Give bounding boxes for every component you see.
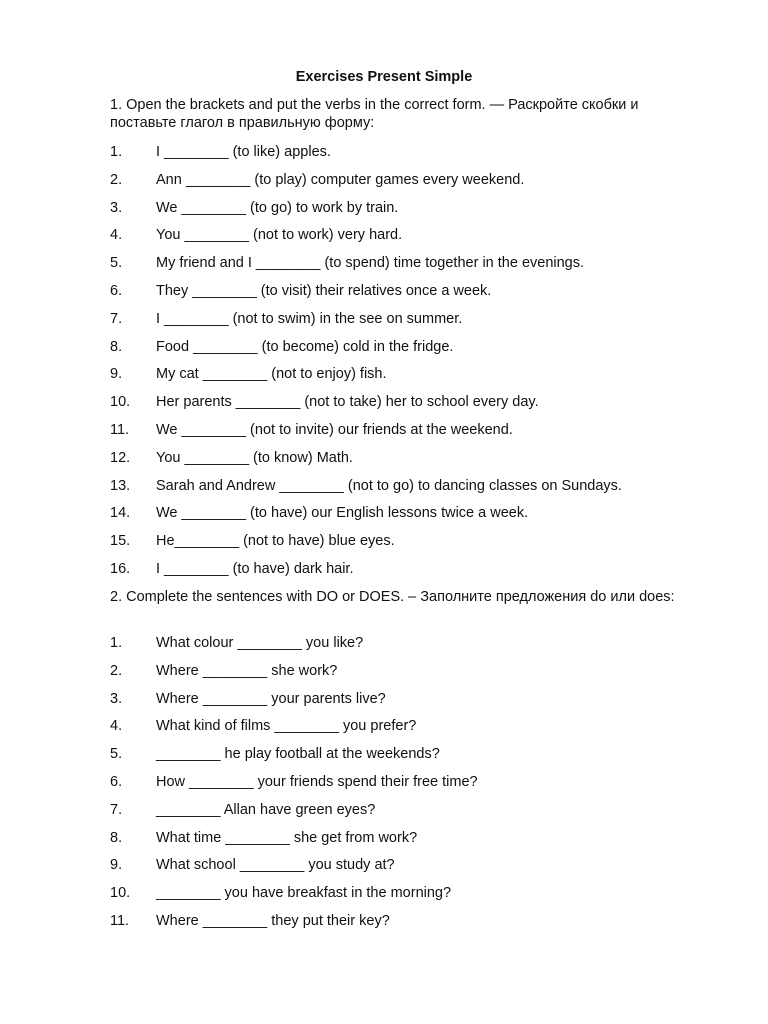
list-item bbox=[110, 226, 710, 254]
list-item bbox=[110, 912, 710, 940]
list-item bbox=[110, 745, 710, 773]
item-sentence: You ________ (to know) Math. bbox=[156, 449, 353, 466]
page-title: Exercises Present Simple bbox=[295, 69, 473, 85]
item-number: 6. bbox=[110, 282, 123, 299]
list-item bbox=[110, 282, 710, 310]
list-item bbox=[110, 884, 710, 912]
item-number: 11. bbox=[110, 421, 130, 438]
list-item bbox=[110, 421, 710, 449]
item-number: 2. bbox=[110, 171, 123, 188]
list-item bbox=[110, 310, 710, 338]
item-number: 10. bbox=[110, 885, 131, 902]
item-sentence: ________ he play football at the weekends? bbox=[156, 746, 440, 763]
list-item bbox=[110, 365, 710, 393]
item-number: 3. bbox=[110, 199, 123, 216]
list-item bbox=[110, 199, 710, 227]
item-number: 13. bbox=[110, 477, 131, 494]
list-item bbox=[110, 662, 710, 690]
item-sentence: ________ you have breakfast in the morning? bbox=[156, 885, 452, 902]
item-sentence: My cat ________ (not to enjoy) fish. bbox=[156, 366, 387, 383]
item-sentence: What school ________ you study at? bbox=[156, 857, 395, 874]
item-number: 7. bbox=[110, 801, 123, 818]
list-item bbox=[110, 338, 710, 366]
list-item bbox=[110, 856, 710, 884]
item-number: 7. bbox=[110, 310, 123, 327]
item-number: 1. bbox=[110, 144, 123, 160]
item-sentence: We ________ (to have) our English lessons twice a week. bbox=[156, 505, 529, 522]
item-number: 12. bbox=[110, 449, 131, 466]
item-sentence: My friend and I ________ (to spend) time together in the evenings. bbox=[156, 255, 585, 272]
item-number: 4. bbox=[110, 227, 123, 244]
item-number: 4. bbox=[110, 718, 123, 735]
item-sentence: Her parents ________ (not to take) her to school every day. bbox=[156, 394, 539, 411]
list-item bbox=[110, 560, 710, 588]
item-sentence: What kind of films ________ you prefer? bbox=[156, 718, 417, 735]
item-sentence: ________ Allan have green eyes? bbox=[156, 801, 376, 818]
list-item bbox=[110, 254, 710, 282]
list-item bbox=[110, 171, 710, 199]
item-number: 9. bbox=[110, 857, 123, 874]
item-number: 11. bbox=[110, 912, 130, 929]
item-sentence: Where ________ they put their key? bbox=[156, 912, 390, 929]
list-item bbox=[110, 801, 710, 829]
item-sentence: Where ________ she work? bbox=[156, 662, 338, 679]
list-item bbox=[110, 717, 710, 745]
list-item bbox=[110, 477, 710, 505]
item-number: 8. bbox=[110, 338, 123, 355]
item-sentence: They ________ (to visit) their relatives once a week. bbox=[156, 282, 492, 299]
item-sentence: He________ (not to have) blue eyes. bbox=[156, 533, 395, 550]
item-sentence: Ann ________ (to play) computer games every weekend. bbox=[156, 171, 525, 188]
item-sentence: Sarah and Andrew ________ (not to go) to dancing classes on Sundays. bbox=[156, 477, 622, 494]
item-sentence: I ________ (to like) apples. bbox=[156, 144, 331, 160]
item-number: 16. bbox=[110, 560, 131, 577]
item-sentence: We ________ (to go) to work by train. bbox=[156, 199, 399, 216]
item-sentence: I ________ (not to swim) in the see on summer. bbox=[156, 310, 463, 327]
list-item bbox=[110, 449, 710, 477]
section2-instruction: 2. Complete the sentences with DO or DOES. – Заполните предложения do или does: bbox=[110, 589, 675, 605]
item-sentence: Food ________ (to become) cold in the fridge. bbox=[156, 338, 454, 355]
item-sentence: You ________ (not to work) very hard. bbox=[156, 227, 403, 244]
item-number: 2. bbox=[110, 662, 123, 679]
item-sentence: What colour ________ you like? bbox=[156, 635, 364, 651]
list-item bbox=[110, 532, 710, 560]
section1-list bbox=[110, 143, 710, 588]
section1-instruction: 1. Open the brackets and put the verbs in the correct form. — Раскройте скобки и поставьте глагол в правильную форму: bbox=[110, 97, 639, 131]
item-sentence: I ________ (to have) dark hair. bbox=[156, 560, 354, 577]
list-item bbox=[110, 393, 710, 421]
list-item bbox=[110, 829, 710, 857]
item-number: 10. bbox=[110, 394, 131, 411]
item-sentence: Where ________ your parents live? bbox=[156, 690, 386, 707]
item-number: 14. bbox=[110, 505, 131, 522]
item-number: 1. bbox=[110, 635, 123, 651]
item-number: 5. bbox=[110, 255, 123, 272]
item-sentence: What time ________ she get from work? bbox=[156, 829, 418, 846]
list-item bbox=[110, 504, 710, 532]
item-number: 5. bbox=[110, 746, 123, 763]
list-item bbox=[110, 143, 710, 171]
item-number: 15. bbox=[110, 533, 131, 550]
item-number: 6. bbox=[110, 773, 123, 790]
item-number: 9. bbox=[110, 366, 123, 383]
list-item bbox=[110, 634, 710, 662]
list-item bbox=[110, 690, 710, 718]
item-number: 8. bbox=[110, 829, 123, 846]
section2-list bbox=[110, 634, 710, 940]
item-number: 3. bbox=[110, 690, 123, 707]
list-item bbox=[110, 773, 710, 801]
item-sentence: How ________ your friends spend their free time? bbox=[156, 773, 478, 790]
item-sentence: We ________ (not to invite) our friends at the weekend. bbox=[156, 421, 513, 438]
